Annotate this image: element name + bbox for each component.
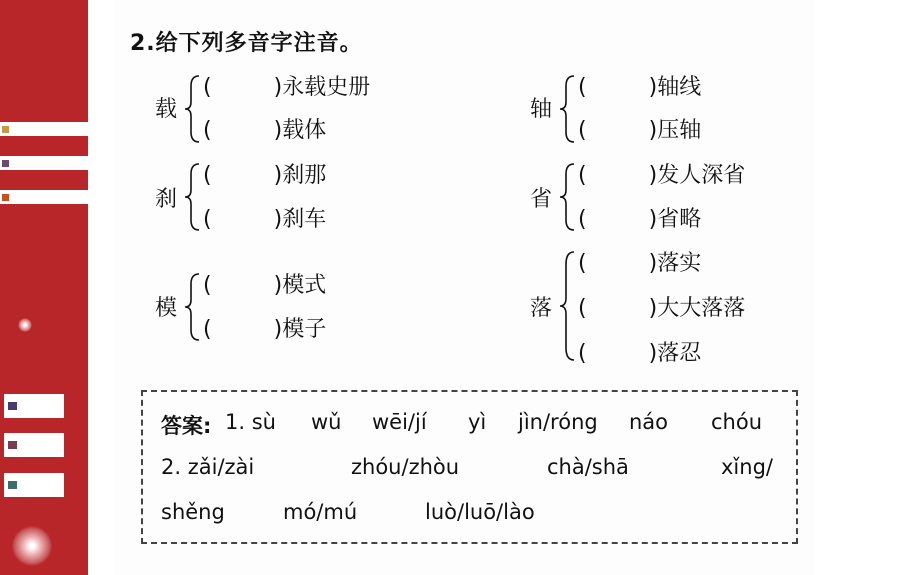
item-text: 发人深省: [657, 163, 746, 188]
paren-open: (: [578, 296, 587, 321]
paren-open: (: [203, 118, 212, 143]
paren-close: ): [648, 118, 658, 143]
sidebar: [0, 0, 88, 575]
item-text: 压轴: [657, 118, 702, 143]
answer-word: wǔ: [311, 410, 342, 434]
brace-icon: [558, 74, 576, 144]
brace-icon: [183, 74, 201, 144]
group-item: [578, 202, 701, 233]
group-char-mo: 模: [155, 296, 178, 321]
item-text: 刹车: [282, 207, 327, 232]
answer-word: 1. sù: [225, 410, 276, 434]
paren-open: (: [203, 207, 212, 232]
paren-close: ): [648, 341, 658, 366]
answer-word: shěng: [161, 500, 225, 524]
brace-icon: [558, 250, 576, 362]
group-item: [578, 70, 701, 101]
paren-close: ): [648, 251, 658, 276]
group-item: [578, 291, 745, 322]
answer-word: yì: [468, 410, 487, 434]
paren-close: ): [648, 207, 658, 232]
group-item: [203, 202, 326, 233]
answer-label: 答案:: [161, 414, 212, 438]
group-item: [203, 158, 326, 189]
brace-icon: [183, 272, 201, 342]
item-text: 载体: [282, 118, 327, 143]
paren-open: (: [203, 163, 212, 188]
paren-close: ): [273, 317, 283, 342]
dandelion-decoration: [18, 318, 32, 332]
item-text: 落实: [657, 251, 702, 276]
group-item: [203, 70, 370, 101]
dandelion-decoration: [12, 526, 52, 566]
group-char-xing: 省: [530, 187, 553, 212]
brace-icon: [183, 162, 201, 232]
answer-box: [141, 390, 798, 544]
sidebar-strip-3: [0, 190, 88, 204]
answer-word: mó/mú: [283, 500, 358, 524]
paren-close: ): [273, 207, 283, 232]
group-item: [578, 113, 701, 144]
item-text: 刹那: [282, 163, 327, 188]
sidebar-strip-1: [0, 122, 88, 136]
paren-open: (: [578, 118, 587, 143]
sidebar-strip-marker: [2, 160, 9, 167]
sidebar-strip-marker: [2, 194, 9, 201]
paren-close: ): [648, 75, 658, 100]
item-text: 永载史册: [282, 75, 371, 100]
group-item: [203, 312, 326, 343]
paren-open: (: [578, 341, 587, 366]
answer-word: jìn/róng: [518, 410, 598, 434]
item-text: 大大落落: [657, 296, 746, 321]
group-item: [203, 268, 326, 299]
answer-word: luò/luō/lào: [425, 500, 535, 524]
answer-word: wēi/jí: [372, 410, 427, 434]
group-char-cha: 刹: [155, 187, 178, 212]
paren-close: ): [648, 296, 658, 321]
item-text: 落忍: [657, 341, 702, 366]
paren-close: ): [273, 118, 283, 143]
brace-icon: [558, 162, 576, 232]
paren-close: ): [273, 163, 283, 188]
nav-box-marker: [8, 441, 17, 449]
group-item: [203, 113, 326, 144]
answer-word: 2. zǎi/zài: [161, 455, 255, 479]
item-text: 模子: [282, 317, 327, 342]
item-text: 模式: [282, 273, 327, 298]
nav-box-2[interactable]: [4, 433, 64, 457]
paren-close: ): [648, 163, 658, 188]
paren-open: (: [203, 273, 212, 298]
answer-word: chóu: [711, 410, 763, 434]
paren-close: ): [273, 75, 283, 100]
answer-word: chà/shā: [547, 455, 629, 479]
paren-open: (: [578, 75, 587, 100]
paren-open: (: [578, 207, 587, 232]
group-char-zai: 载: [155, 97, 178, 122]
item-text: 省略: [657, 207, 702, 232]
paren-open: (: [203, 75, 212, 100]
answer-word: xǐng/: [721, 455, 773, 479]
group-item: [578, 336, 701, 367]
group-char-luo: 落: [530, 296, 553, 321]
nav-box-marker: [8, 402, 17, 410]
paren-open: (: [578, 251, 587, 276]
nav-box-3[interactable]: [4, 473, 64, 497]
answer-word: náo: [629, 410, 669, 434]
nav-box-1[interactable]: [4, 394, 64, 418]
group-char-zhou: 轴: [530, 97, 553, 122]
nav-box-marker: [8, 481, 17, 489]
sidebar-strip-marker: [2, 126, 9, 133]
answer-word: zhóu/zhòu: [351, 455, 460, 479]
sidebar-strip-2: [0, 156, 88, 170]
paren-close: ): [273, 273, 283, 298]
paren-open: (: [578, 163, 587, 188]
item-text: 轴线: [657, 75, 702, 100]
group-item: [578, 246, 701, 277]
exercise-title: 2.给下列多音字注音。: [130, 31, 363, 56]
paren-open: (: [203, 317, 212, 342]
group-item: [578, 158, 745, 189]
